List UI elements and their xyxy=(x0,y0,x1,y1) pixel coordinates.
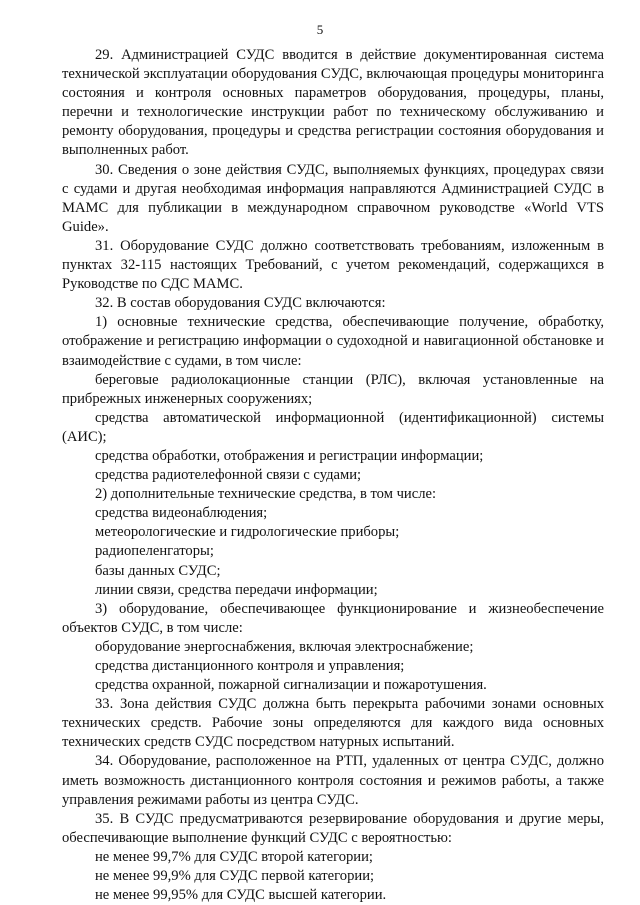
paragraph-29: 29. Администрацией СУДС вводится в действие документированная система технической эксплуатации оборудования СУДС, включающая процедуры мониторинга состояния и контроля основных параметров оборудования, процедуры, планы, перечни и технологические инструкции работ по техническому обслуживанию и ремонту оборудования, процедуры и средства регистрации состояния оборудования и выполненных работ. xyxy=(62,47,604,159)
list-subitem: средства дистанционного контроля и управления; xyxy=(95,658,405,674)
list-subitem: средства видеонаблюдения; xyxy=(95,505,268,522)
list-subitem: береговые радиолокационные станции (РЛС), включая установленные на прибрежных инженерных сооружениях; xyxy=(62,371,604,407)
list-item-2: 2) дополнительные технические средства, в том числе: xyxy=(95,486,437,503)
paragraph-34: 34. Оборудование, расположенное на РТП, удаленных от центра СУДС, должно иметь возможность дистанционного контроля состояния и режимов работы, а также управления режимами работы из центра СУДС. xyxy=(62,753,604,808)
document-body xyxy=(62,46,604,905)
paragraph-30: 30. Сведения о зоне действия СУДС, выполняемых функциях, процедурах связи с судами и другая необходимая информация направляются Администрацией СУДС в МАМС для публикации в международном справочном руководстве «World VTS Guide». xyxy=(62,161,604,235)
paragraph-35: 35. В СУДС предусматриваются резервирование оборудования и другие меры, обеспечивающие выполнение функций СУДС с вероятностью: xyxy=(62,810,604,846)
page-number: 5 xyxy=(316,22,324,37)
list-subitem: не менее 99,95% для СУДС высшей категории. xyxy=(95,887,387,904)
list-subitem: средства охранной, пожарной сигнализации и пожаротушения. xyxy=(95,677,487,694)
list-subitem: не менее 99,7% для СУДС второй категории; xyxy=(95,848,373,865)
list-subitem: линии связи, средства передачи информации; xyxy=(95,581,378,598)
list-subitem: базы данных СУДС; xyxy=(95,562,221,579)
list-item-3: 3) оборудование, обеспечивающее функционирование и жизнеобеспечение объектов СУДС, в том числе: xyxy=(62,600,604,636)
list-subitem: средства радиотелефонной связи с судами; xyxy=(95,467,362,484)
list-subitem: средства автоматической информационной (идентификационной) системы (АИС); xyxy=(62,409,604,445)
list-item-1: 1) основные технические средства, обеспечивающие получение, обработку, отображение и регистрацию информации о судоходной и навигационной обстановке и взаимодействие с судами, в том числе: xyxy=(62,314,604,369)
list-subitem: не менее 99,9% для СУДС первой категории; xyxy=(95,868,375,885)
paragraph-31: 31. Оборудование СУДС должно соответствовать требованиям, изложенным в пунктах 32-115 настоящих Требований, с учетом рекомендаций, содержащихся в Руководстве по СДС МАМС. xyxy=(62,237,604,293)
paragraph-32: 32. В состав оборудования СУДС включаются: xyxy=(95,295,386,312)
list-subitem: оборудование энергоснабжения, включая электроснабжение; xyxy=(95,638,474,655)
list-subitem: радиопеленгаторы; xyxy=(95,543,214,560)
paragraph-33: 33. Зона действия СУДС должна быть перекрыта рабочими зонами основных технических средств. Рабочие зоны определяются для каждого вида основных технических средств СУДС посредством натурных испытаний. xyxy=(62,696,604,751)
list-subitem: метеорологические и гидрологические приборы; xyxy=(95,524,400,541)
list-subitem: средства обработки, отображения и регистрации информации; xyxy=(95,447,484,464)
